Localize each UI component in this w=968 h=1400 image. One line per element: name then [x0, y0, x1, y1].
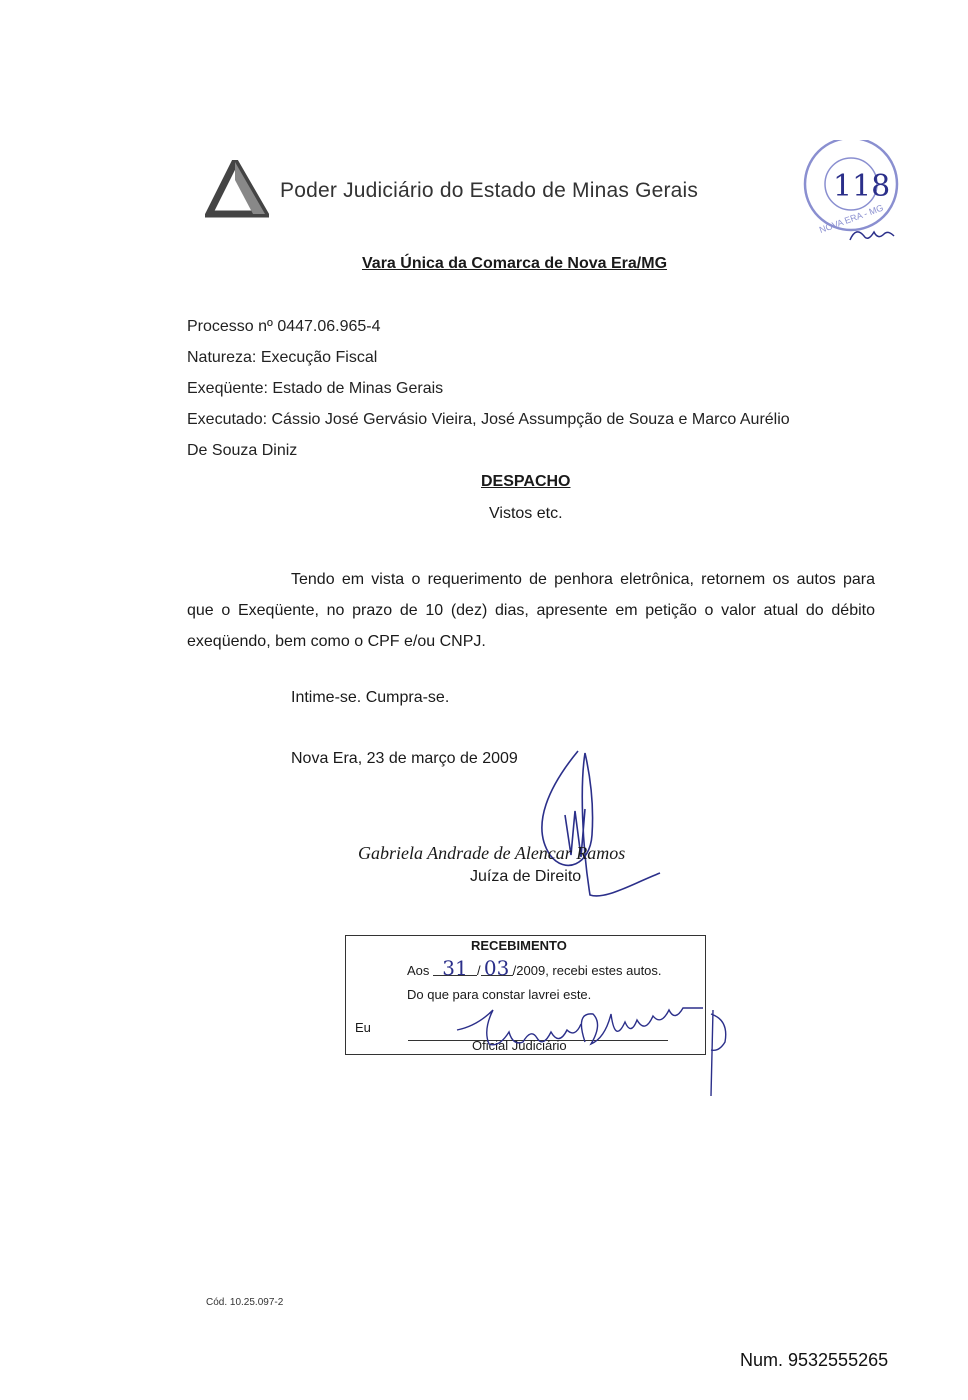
intime-line: Intime-se. Cumpra-se. [291, 689, 450, 706]
processo-line: Processo nº 0447.06.965-4 [187, 318, 381, 335]
receipt-suffix: /2009, recebi estes autos. [512, 963, 662, 978]
receipt-role: Oficial Judiciário [472, 1038, 567, 1053]
exequente-line: Exeqüente: Estado de Minas Gerais [187, 380, 444, 397]
form-code: Cód. 10.25.097-2 [206, 1297, 284, 1308]
judiciary-logo-icon [205, 160, 269, 218]
receipt-aos: Aos [407, 963, 430, 978]
receipt-date-line: Aos 31 / 03 /2009, recebi estes autos. [407, 956, 662, 980]
receipt-eu: Eu [355, 1020, 371, 1035]
judge-role: Juíza de Direito [470, 868, 582, 885]
judge-name: Gabriela Andrade de Alencar Ramos [358, 843, 626, 863]
despacho-body: Tendo em vista o requerimento de penhora eletrônica, retornem os autos para que o Exeqüente, no prazo de 10 (dez) dias, apresente em petição o valor atual do débito exeqüendo, bem como o CPF e/ou CNPJ. [187, 571, 875, 650]
receipt-day: 31 [433, 961, 477, 976]
executado-line-1: Executado: Cássio José Gervásio Vieira, José Assumpção de Souza e Marco Aurélio [187, 411, 790, 428]
despacho-heading: DESPACHO [481, 473, 571, 490]
natureza-line: Natureza: Execução Fiscal [187, 349, 378, 366]
stamp-page-number: 118 [833, 169, 891, 204]
receipt-signature-icon [455, 1000, 745, 1100]
document-number: Num. 9532555265 [740, 1350, 889, 1370]
vistos-line: Vistos etc. [489, 505, 563, 522]
receipt-line-2: Do que para constar lavrei este. [407, 987, 592, 1002]
receipt-month: 03 [481, 961, 513, 976]
stamp-text: NOVA ERA - MG [817, 202, 885, 236]
executado-line-2: De Souza Diniz [187, 442, 298, 459]
court-title: Vara Única da Comarca de Nova Era/MG [362, 255, 668, 272]
header-title: Poder Judiciário do Estado de Minas Gerais [280, 179, 699, 202]
receipt-title: RECEBIMENTO [471, 938, 567, 953]
page-stamp-icon [798, 140, 910, 250]
place-date: Nova Era, 23 de março de 2009 [291, 750, 518, 767]
